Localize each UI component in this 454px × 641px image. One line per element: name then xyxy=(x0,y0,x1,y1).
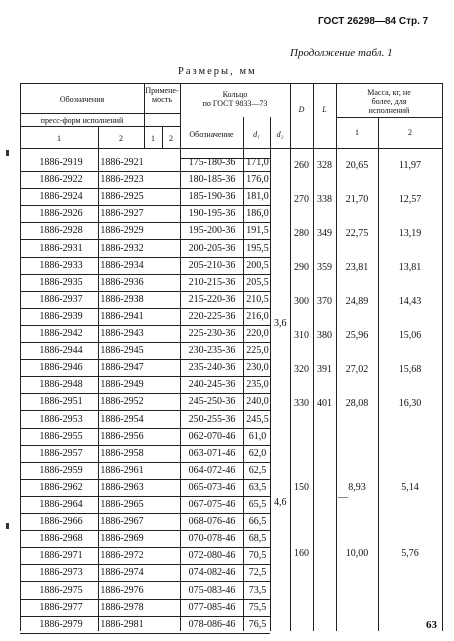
d2-value: 4,6 xyxy=(274,497,287,508)
application-1-header: 1 xyxy=(151,134,155,143)
row-divider xyxy=(20,547,270,548)
row-divider xyxy=(20,257,270,258)
press-form-designation-2: 1886-2952 xyxy=(100,396,144,408)
row-divider xyxy=(20,239,270,240)
press-form-designation-2: 1886-2945 xyxy=(100,345,144,357)
ring-d1: 205,5 xyxy=(246,276,269,288)
continuation-note: Продолжение табл. 1 xyxy=(290,47,393,59)
dimension-d: 280 xyxy=(294,228,309,239)
ring-designation: 215-220-36 xyxy=(188,293,236,305)
ring-designation: 240-245-36 xyxy=(188,379,236,391)
mass-1-header: 1 xyxy=(355,128,359,137)
press-form-designation-1: 1886-2931 xyxy=(39,242,83,254)
press-form-designation-2: 1886-2961 xyxy=(100,464,144,476)
d2-header: d₂ xyxy=(276,130,284,139)
press-form-designation-2: 1886-2965 xyxy=(100,499,144,510)
press-form-designation-2: 1886-2921 xyxy=(100,157,144,168)
mass-version-1: 25,96 xyxy=(345,330,369,341)
press-form-designation-2: 1886-2972 xyxy=(100,550,144,562)
row-divider xyxy=(20,222,270,223)
mass-version-1: 28,08 xyxy=(345,398,369,409)
row-divider xyxy=(20,564,270,565)
row-divider xyxy=(20,599,270,600)
row-divider xyxy=(20,291,270,292)
ring-designation: 068-076-46 xyxy=(188,516,236,528)
mass-version-2: 16,30 xyxy=(398,398,422,409)
ring-designation: 235-240-36 xyxy=(188,362,236,374)
mass-version-2: 12,57 xyxy=(398,194,422,205)
press-form-designation-2: 1886-2969 xyxy=(100,533,144,545)
dimension-l: 370 xyxy=(317,296,332,307)
press-form-designation-2: 1886-2963 xyxy=(100,481,144,493)
press-form-designation-2: 1886-2967 xyxy=(100,516,144,528)
row-divider xyxy=(20,359,270,360)
press-form-designation-2: 1886-2981 xyxy=(100,618,144,630)
ring-designation: 220-225-36 xyxy=(188,310,236,322)
ring-d1: 70,5 xyxy=(248,550,267,562)
row-divider xyxy=(20,274,270,275)
press-form-designation-1: 1886-2951 xyxy=(39,396,83,408)
row-divider xyxy=(20,496,270,497)
press-form-designation-1: 1886-2939 xyxy=(39,310,83,322)
row-divider xyxy=(20,479,270,480)
mass-version-1: 20,65 xyxy=(345,160,369,171)
press-form-designation-1: 1886-2957 xyxy=(39,447,83,459)
press-form-designation-2: 1886-2929 xyxy=(100,225,144,237)
press-form-designation-1: 1886-2973 xyxy=(39,567,83,579)
press-form-designation-1: 1886-2959 xyxy=(39,464,83,476)
mass-version-1: 8,93 xyxy=(348,482,366,493)
press-form-designation-1: 1886-2922 xyxy=(39,174,83,186)
press-form-designation-2: 1886-2938 xyxy=(100,293,144,305)
mass-header: Масса, кг, не более, для исполнений xyxy=(367,88,411,115)
d1-header: d₁ xyxy=(253,130,260,139)
press-form-designation-1: 1886-2971 xyxy=(39,550,83,562)
ring-designation: 185-190-36 xyxy=(188,191,236,203)
ring-d1: 230,0 xyxy=(246,362,269,374)
ring-d1: 186,0 xyxy=(246,208,269,220)
ring-d1: 216,0 xyxy=(246,310,269,322)
dimension-d: 260 xyxy=(294,160,309,171)
margin-mark xyxy=(6,150,9,156)
press-form-designation-1: 1886-2946 xyxy=(39,362,83,374)
ring-designation: 230-235-36 xyxy=(188,345,236,357)
press-form-designation-1: 1886-2948 xyxy=(39,379,83,391)
designation-header: Обозначения xyxy=(59,95,105,104)
mass-version-2: 11,97 xyxy=(398,160,422,171)
ring-d1: 200,5 xyxy=(246,259,269,271)
press-form-designation-1: 1886-2933 xyxy=(39,259,83,271)
ring-designation: 180-185-36 xyxy=(188,174,236,186)
press-form-designation-2: 1886-2923 xyxy=(100,174,144,186)
mass-version-2: 14,43 xyxy=(398,296,422,307)
row-divider xyxy=(20,530,270,531)
press-form-designation-1: 1886-2964 xyxy=(39,499,83,510)
d2-value: 3,6 xyxy=(274,318,287,329)
dimension-d: 290 xyxy=(294,262,309,273)
ring-d1: 220,0 xyxy=(246,328,269,339)
row-divider xyxy=(20,325,270,326)
press-form-designation-1: 1886-2924 xyxy=(39,191,83,203)
mass-version-1: 27,02 xyxy=(345,364,369,375)
press-form-designation-2: 1886-2925 xyxy=(100,191,144,203)
press-form-designation-2: 1886-2978 xyxy=(100,601,144,613)
ring-d1: 75,5 xyxy=(248,601,267,613)
ring-d1: 76,5 xyxy=(248,618,267,630)
dimension-l: 391 xyxy=(317,364,332,375)
document-reference: ГОСТ 26298—84 Стр. 7 xyxy=(318,16,429,27)
ring-d1: 195,5 xyxy=(246,242,269,254)
press-form-designation-1: 1886-2935 xyxy=(39,276,83,288)
ring-d1: 191,5 xyxy=(246,225,269,237)
ring-designation: 250-255-36 xyxy=(188,413,236,425)
press-form-designation-1: 1886-2942 xyxy=(39,328,83,339)
ring-designation: 062-070-46 xyxy=(188,430,236,442)
dimension-l: 359 xyxy=(317,262,332,273)
ring-d1: 176,0 xyxy=(246,174,269,186)
press-form-designation-2: 1886-2956 xyxy=(100,430,144,442)
application-header: Примене- мость xyxy=(145,86,179,104)
ring-designation: 205-210-36 xyxy=(188,259,236,271)
ring-designation: 225-230-36 xyxy=(188,328,236,339)
dimension-l: 328 xyxy=(317,160,332,171)
press-form-designation-2: 1886-2947 xyxy=(100,362,144,374)
dimension-d: 160 xyxy=(294,548,309,559)
ring-designation: 067-075-46 xyxy=(188,499,236,510)
row-divider xyxy=(20,462,270,463)
row-divider xyxy=(20,171,270,172)
press-form-designation-1: 1886-2955 xyxy=(39,430,83,442)
dimension-l: 349 xyxy=(317,228,332,239)
row-divider xyxy=(20,445,270,446)
ring-designation: 210-215-36 xyxy=(188,276,236,288)
mass-2-header: 2 xyxy=(408,128,412,137)
mass-version-2: 15,06 xyxy=(398,330,422,341)
press-form-designation-2: 1886-2976 xyxy=(100,584,144,596)
press-form-designation-2: 1886-2949 xyxy=(100,379,144,391)
ring-d1: 72,5 xyxy=(248,567,267,579)
ring-designation-header: Обозначение xyxy=(189,130,234,139)
press-form-designation-1: 1886-2975 xyxy=(39,584,83,596)
l-header: L xyxy=(322,105,327,114)
press-forms-header: пресс-форм исполнений xyxy=(40,116,124,125)
ring-d1: 181,0 xyxy=(246,191,269,203)
dimension-d: 150 xyxy=(294,482,309,493)
ring-d1: 62,5 xyxy=(248,464,267,476)
ring-designation: 065-073-46 xyxy=(188,481,236,493)
dimension-d: 310 xyxy=(294,330,309,341)
row-divider xyxy=(20,342,270,343)
table-title: Размеры, мм xyxy=(178,66,257,77)
row-divider xyxy=(20,308,270,309)
row-divider xyxy=(20,393,270,394)
margin-mark xyxy=(6,523,9,529)
ring-designation: 175-180-36 xyxy=(188,157,236,168)
dimension-l: 338 xyxy=(317,194,332,205)
ring-d1: 225,0 xyxy=(246,345,269,357)
ring-designation: 064-072-46 xyxy=(188,464,236,476)
row-divider xyxy=(20,581,270,582)
press-form-designation-1: 1886-2937 xyxy=(39,293,83,305)
ring-d1: 68,5 xyxy=(248,533,267,545)
press-form-designation-2: 1886-2943 xyxy=(100,328,144,339)
ring-designation: 063-071-46 xyxy=(188,447,236,459)
ring-designation: 074-082-46 xyxy=(188,567,236,579)
ring-header: Кольцо по ГОСТ 9833—73 xyxy=(202,90,268,108)
mass-version-2: 13,19 xyxy=(398,228,422,239)
col1-header: 1 xyxy=(57,134,61,143)
dimension-d: 320 xyxy=(294,364,309,375)
ring-d1: 171,0 xyxy=(246,157,269,168)
ring-designation: 200-205-36 xyxy=(188,242,236,254)
application-2-header: 2 xyxy=(169,134,173,143)
row-divider xyxy=(20,513,270,514)
press-form-designation-2: 1886-2927 xyxy=(100,208,144,220)
press-form-designation-1: 1886-2968 xyxy=(39,533,83,545)
dimension-d: 270 xyxy=(294,194,309,205)
mass-version-1: 24,89 xyxy=(345,296,369,307)
ring-designation: 195-200-36 xyxy=(188,225,236,237)
mass-version-1: 22,75 xyxy=(345,228,369,239)
ring-d1: 62,0 xyxy=(248,447,267,459)
dimension-d: 330 xyxy=(294,398,309,409)
ring-d1: 240,0 xyxy=(246,396,269,408)
page-number: 63 xyxy=(426,619,437,631)
press-form-designation-2: 1886-2941 xyxy=(100,310,144,322)
col2-header: 2 xyxy=(119,134,123,143)
mass-version-2: 15,68 xyxy=(398,364,422,375)
press-form-designation-1: 1886-2928 xyxy=(39,225,83,237)
press-form-designation-1: 1886-2926 xyxy=(39,208,83,220)
ring-designation: 078-086-46 xyxy=(188,618,236,630)
ring-d1: 235,0 xyxy=(246,379,269,391)
press-form-designation-1: 1886-2962 xyxy=(39,481,83,493)
press-form-designation-2: 1886-2934 xyxy=(100,259,144,271)
d-header: D xyxy=(298,105,305,114)
ring-d1: 65,5 xyxy=(248,499,267,510)
ring-designation: 072-080-46 xyxy=(188,550,236,562)
ring-designation: 070-078-46 xyxy=(188,533,236,545)
press-form-designation-1: 1886-2979 xyxy=(39,618,83,630)
dash: — xyxy=(338,492,348,503)
press-form-designation-2: 1886-2954 xyxy=(100,413,144,425)
ring-d1: 245,5 xyxy=(246,413,269,425)
press-form-designation-2: 1886-2936 xyxy=(100,276,144,288)
mass-version-2: 5,14 xyxy=(401,482,419,493)
mass-version-1: 10,00 xyxy=(345,548,369,559)
ring-designation: 075-083-46 xyxy=(188,584,236,596)
row-divider xyxy=(20,188,270,189)
mass-version-2: 13,81 xyxy=(398,262,422,273)
row-divider xyxy=(20,410,270,411)
dimension-l: 380 xyxy=(317,330,332,341)
ring-designation: 190-195-36 xyxy=(188,208,236,220)
press-form-designation-1: 1886-2919 xyxy=(39,157,83,168)
press-form-designation-2: 1886-2932 xyxy=(100,242,144,254)
ring-designation: 245-250-36 xyxy=(188,396,236,408)
mass-version-1: 23,81 xyxy=(345,262,369,273)
press-form-designation-1: 1886-2944 xyxy=(39,345,83,357)
ring-d1: 73,5 xyxy=(248,584,267,596)
ring-d1: 61,0 xyxy=(248,430,267,442)
dimension-d: 300 xyxy=(294,296,309,307)
dimension-l: 401 xyxy=(317,398,332,409)
row-divider xyxy=(20,376,270,377)
ring-designation: 077-085-46 xyxy=(188,601,236,613)
row-divider xyxy=(20,428,270,429)
press-form-designation-2: 1886-2974 xyxy=(100,567,144,579)
ring-d1: 63,5 xyxy=(248,481,267,493)
press-form-designation-1: 1886-2966 xyxy=(39,516,83,528)
row-divider xyxy=(20,633,270,634)
ring-d1: 210,5 xyxy=(246,293,269,305)
press-form-designation-2: 1886-2958 xyxy=(100,447,144,459)
ring-d1: 66,5 xyxy=(248,516,267,528)
mass-version-1: 21,70 xyxy=(345,194,369,205)
mass-version-2: 5,76 xyxy=(401,548,419,559)
press-form-designation-1: 1886-2953 xyxy=(39,413,83,425)
press-form-designation-1: 1886-2977 xyxy=(39,601,83,613)
row-divider xyxy=(20,616,270,617)
row-divider xyxy=(20,205,270,206)
